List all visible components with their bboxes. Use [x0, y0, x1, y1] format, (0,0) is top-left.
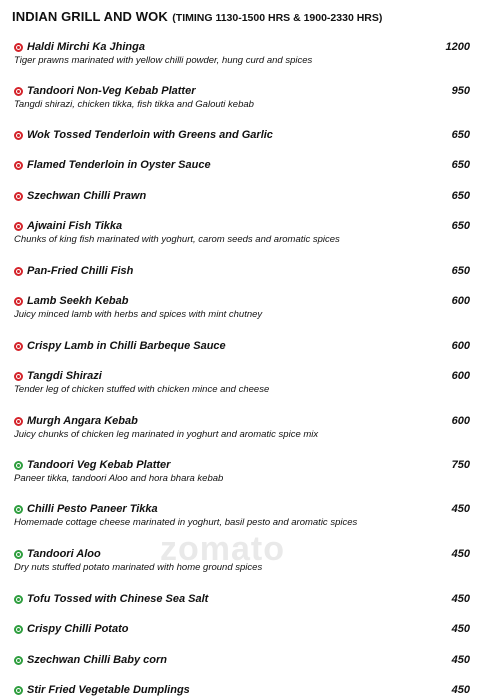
menu-item [14, 592, 470, 606]
item-description: Tender leg of chicken stuffed with chicken mince and cheese [14, 384, 270, 395]
watermark: zomato [160, 530, 285, 568]
item-description: Paneer tikka, tandoori Aloo and hora bhara kebab [14, 473, 224, 484]
menu-item [14, 189, 470, 203]
menu-item [14, 264, 470, 278]
item-name: Crispy Chilli Potato [27, 623, 129, 635]
veg-icon [14, 656, 23, 665]
menu-item-row [14, 339, 470, 353]
non-veg-icon [14, 372, 23, 381]
non-veg-icon [14, 342, 23, 351]
non-veg-icon [14, 161, 23, 170]
item-price: 450 [451, 503, 470, 515]
menu-item [14, 294, 470, 320]
item-name: Ajwaini Fish Tikka [27, 220, 123, 232]
menu-item [14, 84, 470, 110]
item-description: Juicy chunks of chicken leg marinated in yoghurt and aromatic spice mix [14, 429, 319, 440]
item-price: 600 [451, 295, 470, 307]
item-name: Stir Fried Vegetable Dumplings [27, 684, 190, 696]
menu-item-row [14, 653, 470, 667]
menu-item [14, 219, 470, 245]
item-name: Lamb Seekh Kebab [27, 295, 129, 307]
non-veg-icon [14, 131, 23, 140]
item-name: Szechwan Chilli Prawn [27, 190, 147, 202]
menu-item [14, 547, 470, 573]
item-price: 600 [451, 340, 470, 352]
menu-item [14, 502, 470, 528]
item-name: Murgh Angara Kebab [27, 415, 138, 427]
menu-item-row [14, 264, 470, 278]
item-name: Crispy Lamb in Chilli Barbeque Sauce [27, 340, 226, 352]
item-price: 450 [451, 623, 470, 635]
menu-item [14, 414, 470, 440]
item-name: Wok Tossed Tenderloin with Greens and Garlic [27, 129, 273, 141]
item-price: 1200 [445, 41, 470, 53]
menu-item-row [14, 369, 470, 383]
menu-item-row [14, 189, 470, 203]
menu-header [12, 8, 382, 26]
item-name: Tandoori Veg Kebab Platter [27, 459, 171, 471]
menu-item-row [14, 219, 470, 233]
item-name: Tandoori Non-Veg Kebab Platter [27, 85, 196, 97]
menu-item-row [14, 458, 470, 472]
item-price: 650 [451, 190, 470, 202]
item-name: Tofu Tossed with Chinese Sea Salt [27, 593, 209, 605]
non-veg-icon [14, 87, 23, 96]
menu-item [14, 128, 470, 142]
item-name: Tangdi Shirazi [27, 370, 102, 382]
item-name: Szechwan Chilli Baby corn [27, 654, 167, 666]
item-price: 600 [451, 370, 470, 382]
item-price: 650 [451, 129, 470, 141]
non-veg-icon [14, 417, 23, 426]
item-price: 450 [451, 684, 470, 696]
non-veg-icon [14, 43, 23, 52]
menu-item [14, 339, 470, 353]
menu-item-row [14, 40, 470, 54]
menu-item-row [14, 84, 470, 98]
non-veg-icon [14, 222, 23, 231]
item-name: Pan-Fried Chilli Fish [27, 265, 134, 277]
menu-item-row [14, 622, 470, 636]
menu-item-row [14, 683, 470, 697]
veg-icon [14, 505, 23, 514]
menu-item [14, 458, 470, 484]
menu-item [14, 622, 470, 636]
menu-item-row [14, 502, 470, 516]
veg-icon [14, 686, 23, 695]
item-description: Homemade cottage cheese marinated in yoghurt, basil pesto and aromatic spices [14, 517, 358, 528]
menu-item [14, 683, 470, 697]
item-description: Juicy minced lamb with herbs and spices with mint chutney [14, 309, 263, 320]
menu-item-row [14, 158, 470, 172]
menu-item-row [14, 547, 470, 561]
non-veg-icon [14, 297, 23, 306]
menu-item [14, 369, 470, 395]
item-price: 650 [451, 265, 470, 277]
item-name: Chilli Pesto Paneer Tikka [27, 503, 158, 515]
item-description: Chunks of king fish marinated with yoghurt, carom seeds and aromatic spices [14, 234, 340, 245]
menu-item-row [14, 592, 470, 606]
menu-item [14, 158, 470, 172]
item-price: 450 [451, 548, 470, 560]
menu-item [14, 653, 470, 667]
veg-icon [14, 461, 23, 470]
item-price: 650 [451, 220, 470, 232]
menu-item-row [14, 414, 470, 428]
item-price: 750 [451, 459, 470, 471]
menu-item-row [14, 294, 470, 308]
menu-item-row [14, 128, 470, 142]
item-price: 450 [451, 654, 470, 666]
item-price: 650 [451, 159, 470, 171]
item-description: Tangdi shirazi, chicken tikka, fish tikka and Galouti kebab [14, 99, 254, 110]
menu-item [14, 40, 470, 66]
section-timing: (TIMING 1130-1500 HRS & 1900-2330 HRS) [172, 12, 383, 24]
item-name: Tandoori Aloo [27, 548, 101, 560]
non-veg-icon [14, 192, 23, 201]
item-price: 450 [451, 593, 470, 605]
section-title: INDIAN GRILL AND WOK [12, 9, 168, 24]
non-veg-icon [14, 267, 23, 276]
item-name: Haldi Mirchi Ka Jhinga [27, 41, 145, 53]
veg-icon [14, 625, 23, 634]
item-name: Flamed Tenderloin in Oyster Sauce [27, 159, 211, 171]
item-price: 950 [451, 85, 470, 97]
item-description: Dry nuts stuffed potato marinated with home ground spices [14, 562, 263, 573]
veg-icon [14, 550, 23, 559]
item-description: Tiger prawns marinated with yellow chilli powder, hung curd and spices [14, 55, 313, 66]
item-price: 600 [451, 415, 470, 427]
veg-icon [14, 595, 23, 604]
